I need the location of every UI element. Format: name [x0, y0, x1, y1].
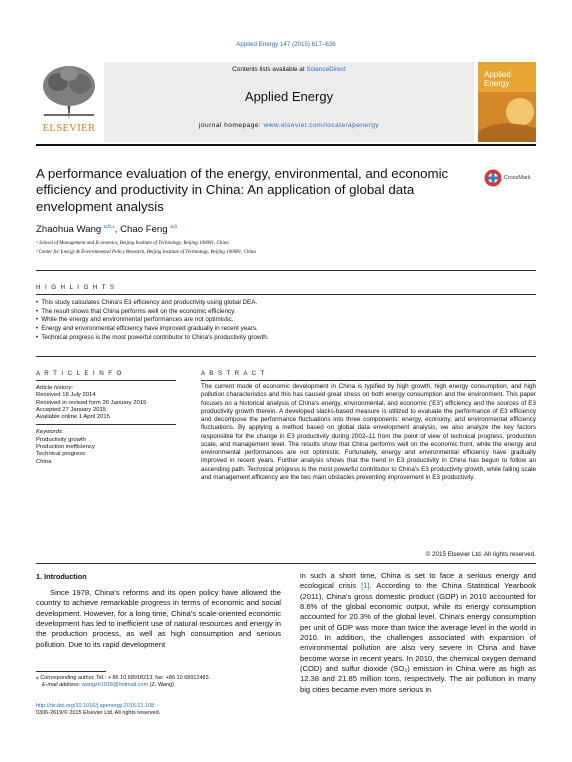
abstract-rule [201, 380, 536, 381]
highlight-item: • While the energy and environmental performances are not optimistic. [36, 316, 536, 325]
abstract-copyright: © 2015 Elsevier Ltd. All rights reserved. [425, 551, 536, 558]
highlight-item: • Technical progress is the most powerful contributor to China's productivity growth. [36, 334, 536, 343]
highlights-list [36, 299, 536, 343]
crossmark-label: CrossMark [504, 175, 531, 181]
body-text: . According to the China Statistical Yearbook (2011), China's gross domestic product (GDP) in 2010 accounted for 8.6% of the global economic output, while its energy consumption accounted for 20.3% of the global level. China's energy consumption per unit of GDP was more than twice the average level in the world in 2010. In addition, the challenges associated with expansion of environmental pollution are also very severe in China and have become worse in recent years. In 2010, the chemical oxygen demand (COD) and sulfur dioxide (SO₂) emission in China were as high as 12.38 and 21.85 million tons, respectively. The air pollution in many big cities became even more serious in [300, 581, 536, 694]
author-list [36, 224, 177, 235]
abstract-text: The current mode of economic development in China is typified by high growth, high energy consumption, and high pollution characteristics and this has caused great stress on both energy consumption and the environment. This paper focuses on a historical analysis of China's energy, environmental, and economic ('E3') efficiency and the sources of E3 productivity growth therein. A developed slacks-based measure is utilized to evaluate the performance of E3 efficiency and decompose the performance fluctuations into three components: energy, economy, and environmental efficiency fluctuations. By applying a method based on global data envelopment analysis, we also analyze the key factors responsible for the change in E3 productivity during 2002–11 from the point of view of technical progress, production scale, and management level. The results show that China performs well on the economic front, while the energy and environmental performances are not optimistic. Fortunately, energy and environmental efficiency have gradually improved in recent years. Further analysis shows that the trend in E3 productivity in China has begun to follow an ascending path. Technical progress is the most powerful contributor to China's E3 productivity growth, while falling scale and management efficiency are the two main obstacles preventing improvement in E3 productivity. [201, 383, 536, 481]
info-divider [36, 421, 176, 425]
body-paragraph: Since 1978, China's reforms and its open policy have allowed the country to achieve remarkable progress in terms of economic and social development. However, for a long time, China's scale-oriented economic development has led to inefficient use of natural resources and energy in the production process, as well as high consumption and serious pollution. Due to its rapid development [36, 588, 281, 649]
journal-homepage [104, 122, 474, 129]
sciencedirect-link[interactable]: ScienceDirect [306, 66, 346, 73]
affiliation: ᵃ School of Management and Economics, Beijing Institute of Technology, Beijing 100081, China [36, 241, 229, 246]
email-suffix: (Z. Wang). [148, 682, 176, 689]
cover-title-line-1: Applied [484, 70, 511, 79]
homepage-link[interactable]: www.elsevier.com/locate/apenergy [263, 122, 380, 129]
author-name: Chao Feng [120, 224, 168, 236]
contents-line [104, 66, 474, 73]
journal-name: Applied Energy [244, 89, 334, 104]
author-separator: , [114, 224, 121, 236]
keyword: Productivity growth [36, 436, 86, 443]
author-affil-sup[interactable]: a,b,⁎ [103, 224, 115, 230]
corresponding-author: ⁎ Corresponding author. Tel.: + 86 10 68918213; fax: +86 10 68912483. [36, 675, 211, 681]
highlights-rule [36, 294, 536, 295]
body-text: in such a short time, China is set to face a serious energy and ecological crisis [300, 571, 536, 591]
email-link[interactable]: wangzh1018@hotmail.com [81, 682, 149, 689]
history-entry: Available online 1 April 2015 [36, 414, 110, 421]
elsevier-wordmark: ELSEVIER [42, 123, 96, 134]
highlights-heading: H I G H L I G H T S [36, 284, 116, 291]
abstract-heading: A B S T R A C T [201, 370, 266, 377]
doi-link[interactable]: http://dx.doi.org/10.1016/j.apenergy.2015.01.108 [36, 703, 155, 709]
doi-block [36, 703, 281, 717]
journal-citation[interactable]: Applied Energy 147 (2015) 617–626 [236, 41, 336, 48]
homepage-prefix: journal homepage: [198, 122, 264, 129]
email-label: E-mail address: [42, 682, 82, 689]
history-entry: Received 18 July 2014 [36, 392, 96, 399]
keyword: China [36, 458, 52, 465]
crossmark-icon [484, 169, 502, 187]
affiliation: ᵇ Center for Energy & Environmental Policy Research, Beijing Institute of Technology, Beijing 100081, China [36, 250, 256, 255]
email-line [36, 682, 281, 689]
history-entry: Accepted 27 January 2015 [36, 406, 107, 413]
footnote [36, 675, 281, 689]
section-heading: 1. Introduction [36, 572, 87, 581]
issn-line: 0306-2619/© 2015 Elsevier Ltd. All rights reserved. [36, 710, 161, 717]
history-entry: Received in revised form 26 January 2015 [36, 399, 147, 406]
section-rule [36, 563, 536, 564]
article-title: A performance evaluation of the energy, environmental, and economic efficiency and productivity in China: An application of global data envelopment analysis [36, 166, 449, 214]
highlight-item: • This study calculates China's E3 efficiency and productivity using global DEA. [36, 299, 536, 308]
section-rule [36, 356, 536, 357]
keywords-label: Keywords: [36, 429, 64, 436]
article-info-rule [36, 380, 176, 381]
cover-title [484, 70, 534, 88]
cover-title-line-2: Energy [484, 79, 510, 88]
footnote-rule [36, 671, 106, 672]
author-name: Zhaohua Wang [36, 224, 102, 236]
contents-prefix: Contents lists available at [232, 66, 307, 73]
body-paragraph [300, 571, 536, 695]
author-affil-sup[interactable]: a,b [170, 224, 178, 230]
reference-link[interactable]: [1] [361, 581, 370, 591]
section-rule [36, 270, 536, 271]
article-info-heading: A R T I C L E I N F O [36, 370, 123, 377]
highlight-item: • The result shows that China performs well on the economic efficiency. [36, 308, 536, 317]
keyword: Technical progress [36, 451, 86, 458]
history-label: Article history: [36, 385, 73, 391]
article-info [36, 385, 176, 466]
highlight-item: • Energy and environmental efficiency have improved gradually in recent years. [36, 325, 536, 334]
keyword: Production inefficiency [36, 444, 95, 451]
header-rule [36, 144, 536, 146]
